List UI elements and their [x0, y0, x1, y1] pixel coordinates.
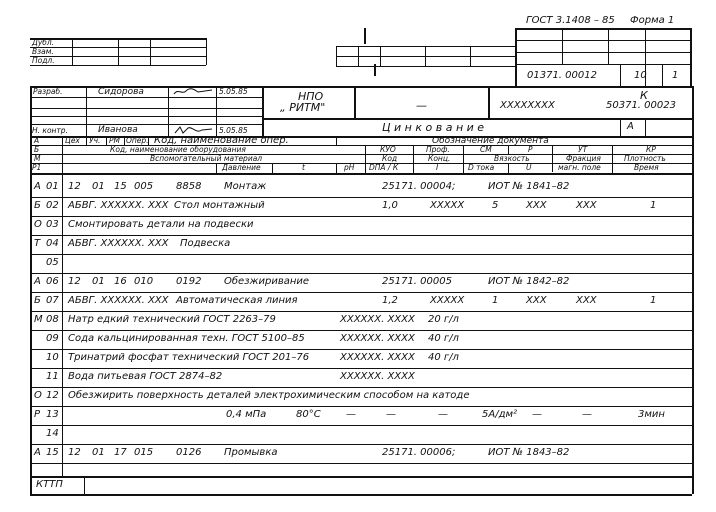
cell-cm: 5: [492, 200, 499, 211]
row-number: 08: [46, 314, 59, 325]
row-number: 13: [46, 409, 59, 420]
norm-control-label: Н. контр.: [32, 126, 68, 135]
header-marker-a: А: [34, 136, 40, 145]
row-letter: А: [34, 181, 41, 192]
row-letter: А: [34, 276, 41, 287]
header-r: Р: [528, 145, 533, 154]
header-ut: УТ: [578, 145, 588, 154]
header-operation-code-name: Код, наименование опер.: [154, 135, 289, 146]
doc-number: 50371. 00023: [606, 100, 676, 111]
cell-concentration: 20 г/л: [428, 314, 459, 325]
cell-current: —: [438, 409, 448, 420]
row-number: 06: [46, 276, 59, 287]
org-dash: —: [416, 99, 427, 112]
org-subname: „ РИТМ": [280, 101, 326, 114]
header-time: Время: [634, 163, 659, 172]
cell-material: Сода кальцинированная техн. ГОСТ 5100–85: [68, 333, 305, 344]
cell-workplace: 16: [114, 276, 127, 287]
cell-material-code: ХХХХХХ. ХХХХ: [340, 333, 415, 344]
form-label: Форма 1: [630, 15, 675, 26]
cell-equipment-code: АБВГ. ХХХХХХ. ХХХ: [68, 295, 169, 306]
row-number: 04: [46, 238, 59, 249]
cell-operation: 015: [134, 447, 154, 458]
header-viscosity: Вязкость: [494, 154, 530, 163]
product-code: ХХХХХХХХ: [500, 100, 555, 111]
cell-material-code: ХХХХХХ. ХХХХ: [340, 371, 415, 382]
cell-iot: ИОТ № 1843–82: [488, 447, 570, 458]
sheet-total: 10: [634, 70, 647, 81]
operation-title: Ц и н к о в а н и е: [382, 121, 485, 134]
cell-prof: ХХХХХ: [430, 200, 465, 211]
row-number: 05: [46, 257, 59, 268]
developer-name: Сидорова: [98, 87, 144, 97]
row-letter: Т: [34, 238, 41, 249]
cell-instruction: Смонтировать детали на подвески: [68, 219, 254, 230]
row-number: 09: [46, 333, 59, 344]
controller-date: 5.05.85: [219, 126, 248, 135]
doc-code: 01371. 00012: [527, 70, 597, 81]
cell-op-code: 0192: [176, 276, 202, 287]
header-prof: Проф.: [426, 145, 450, 154]
cell-concentration: 40 г/л: [428, 333, 459, 344]
row-letter: Б: [34, 200, 41, 211]
row-number: 14: [46, 428, 59, 439]
header-density: Плотность: [624, 154, 666, 163]
cell-section: 01: [92, 276, 105, 287]
cell-shop: 12: [68, 181, 81, 192]
cell-kuo: 1,2: [382, 295, 398, 306]
header-cm: СМ: [480, 145, 492, 154]
header-current: I: [436, 163, 439, 172]
cell-time: 3мин: [638, 409, 665, 420]
header-workplace: РМ: [109, 136, 120, 145]
cell-voltage: —: [532, 409, 542, 420]
grid-letter: А: [627, 121, 634, 132]
cell-shop: 12: [68, 276, 81, 287]
row-letter: О: [34, 390, 42, 401]
header-marker-r: Р1: [32, 163, 42, 172]
cell-material: Тринатрий фосфат технический ГОСТ 201–76: [68, 352, 310, 363]
cell-ut: ХХХ: [576, 200, 597, 211]
header-marker-b: Б: [34, 145, 40, 154]
header-code: Код: [382, 154, 398, 163]
cell-iot: ИОТ № 1841–82: [488, 181, 570, 192]
developed-label: Разраб.: [33, 87, 63, 96]
header-dpa: DПА / К: [369, 163, 399, 172]
cell-prof: ХХХХХ: [430, 295, 465, 306]
cell-r: ХХХ: [526, 295, 547, 306]
cell-r: ХХХ: [526, 200, 547, 211]
row-number: 11: [46, 371, 59, 382]
org-name: НПО: [298, 90, 324, 103]
cell-tool-name: Подвеска: [180, 238, 231, 249]
cell-operation: 010: [134, 276, 154, 287]
header-operation: Опер.: [126, 136, 149, 145]
cell-material: Вода питьевая ГОСТ 2874–82: [68, 371, 223, 382]
row-number: 10: [46, 352, 59, 363]
header-pressure: Давление: [222, 163, 261, 172]
header-magnetic: магн. поле: [558, 163, 601, 172]
cell-equipment-code: АБВГ. ХХХХХХ. ХХХ: [68, 200, 169, 211]
cell-op-name: Обезжиривание: [224, 276, 310, 287]
cell-op-name: Монтаж: [224, 181, 267, 192]
cell-op-code: 8858: [176, 181, 202, 192]
cell-cm: 1: [492, 295, 499, 306]
developer-signature: [172, 86, 214, 97]
cell-current-density: 5А/дм²: [482, 409, 518, 420]
row-letter: М: [34, 314, 43, 325]
cell-kr: 1: [650, 295, 657, 306]
cell-material: Натр едкий технический ГОСТ 2263–79: [68, 314, 276, 325]
cell-concentration: 40 г/л: [428, 352, 459, 363]
cell-op-code: 0126: [176, 447, 202, 458]
cell-ut: ХХХ: [576, 295, 597, 306]
header-shop: Цех: [65, 136, 80, 145]
header-fraction: Фракция: [566, 154, 601, 163]
cell-dpa: —: [386, 409, 396, 420]
row-letter: А: [34, 447, 41, 458]
developer-date: 5.05.85: [219, 87, 248, 96]
cell-doc: 25171. 00006;: [382, 447, 456, 458]
cell-equipment-name: Автоматическая линия: [176, 295, 298, 306]
row-letter: Б: [34, 295, 41, 306]
cell-shop: 12: [68, 447, 81, 458]
header-temp: t: [302, 163, 305, 172]
header-kuo: КУО: [380, 145, 396, 154]
cell-tool-code: АБВГ. ХХХХХХ. ХХХ: [68, 238, 169, 249]
controller-name: Иванова: [98, 125, 138, 135]
cell-workplace: 17: [114, 447, 127, 458]
cell-workplace: 15: [114, 181, 127, 192]
sheet-no: 1: [672, 70, 679, 81]
row-number: 15: [46, 447, 59, 458]
row-letter: Р: [34, 409, 41, 420]
header-kr: КР: [646, 145, 656, 154]
header-doc-designation: Обозначение документа: [432, 136, 549, 146]
header-ph: pH: [344, 163, 355, 172]
header-section: Уч.: [89, 136, 101, 145]
cell-doc: 25171. 00005: [382, 276, 452, 287]
standard-label: ГОСТ 3.1408 – 85: [526, 15, 615, 26]
row-number: 12: [46, 390, 59, 401]
label-vzam: Взам.: [32, 47, 54, 56]
label-dubl: Дубл.: [32, 38, 55, 47]
row-number: 03: [46, 219, 59, 230]
letter-k: К: [640, 89, 648, 102]
cell-pressure: 0,4 мПа: [226, 409, 267, 420]
cell-kuo: 1,0: [382, 200, 398, 211]
cell-equipment-name: Стол монтажный: [174, 200, 265, 211]
label-podl: Подл.: [32, 56, 55, 65]
row-number: 02: [46, 200, 59, 211]
cell-magnetic: —: [582, 409, 592, 420]
header-equipment: Код, наименование оборудования: [110, 145, 246, 154]
header-conc: Конц.: [428, 154, 451, 163]
header-marker-m: М: [34, 154, 41, 163]
header-current-density: D тока: [468, 163, 495, 172]
cell-iot: ИОТ № 1842–82: [488, 276, 570, 287]
cell-kr: 1: [650, 200, 657, 211]
cell-instruction: Обезжирить поверхность деталей электрохимическим способом на катоде: [68, 390, 470, 401]
row-number: 07: [46, 295, 59, 306]
header-material: Вспомогательный материал: [150, 154, 263, 163]
cell-material-code: ХХХХХХ. ХХХХ: [340, 352, 415, 363]
row-number: 01: [46, 181, 59, 192]
cell-temperature: 80°С: [296, 409, 321, 420]
cell-op-name: Промывка: [224, 447, 278, 458]
cell-section: 01: [92, 447, 105, 458]
footer-kttp: КТТП: [36, 479, 63, 490]
cell-section: 01: [92, 181, 105, 192]
cell-doc: 25171. 00004;: [382, 181, 456, 192]
cell-operation: 005: [134, 181, 154, 192]
row-letter: О: [34, 219, 42, 230]
cell-ph: —: [346, 409, 356, 420]
cell-material-code: ХХХХХХ. ХХХХ: [340, 314, 415, 325]
header-voltage: U: [526, 163, 532, 172]
